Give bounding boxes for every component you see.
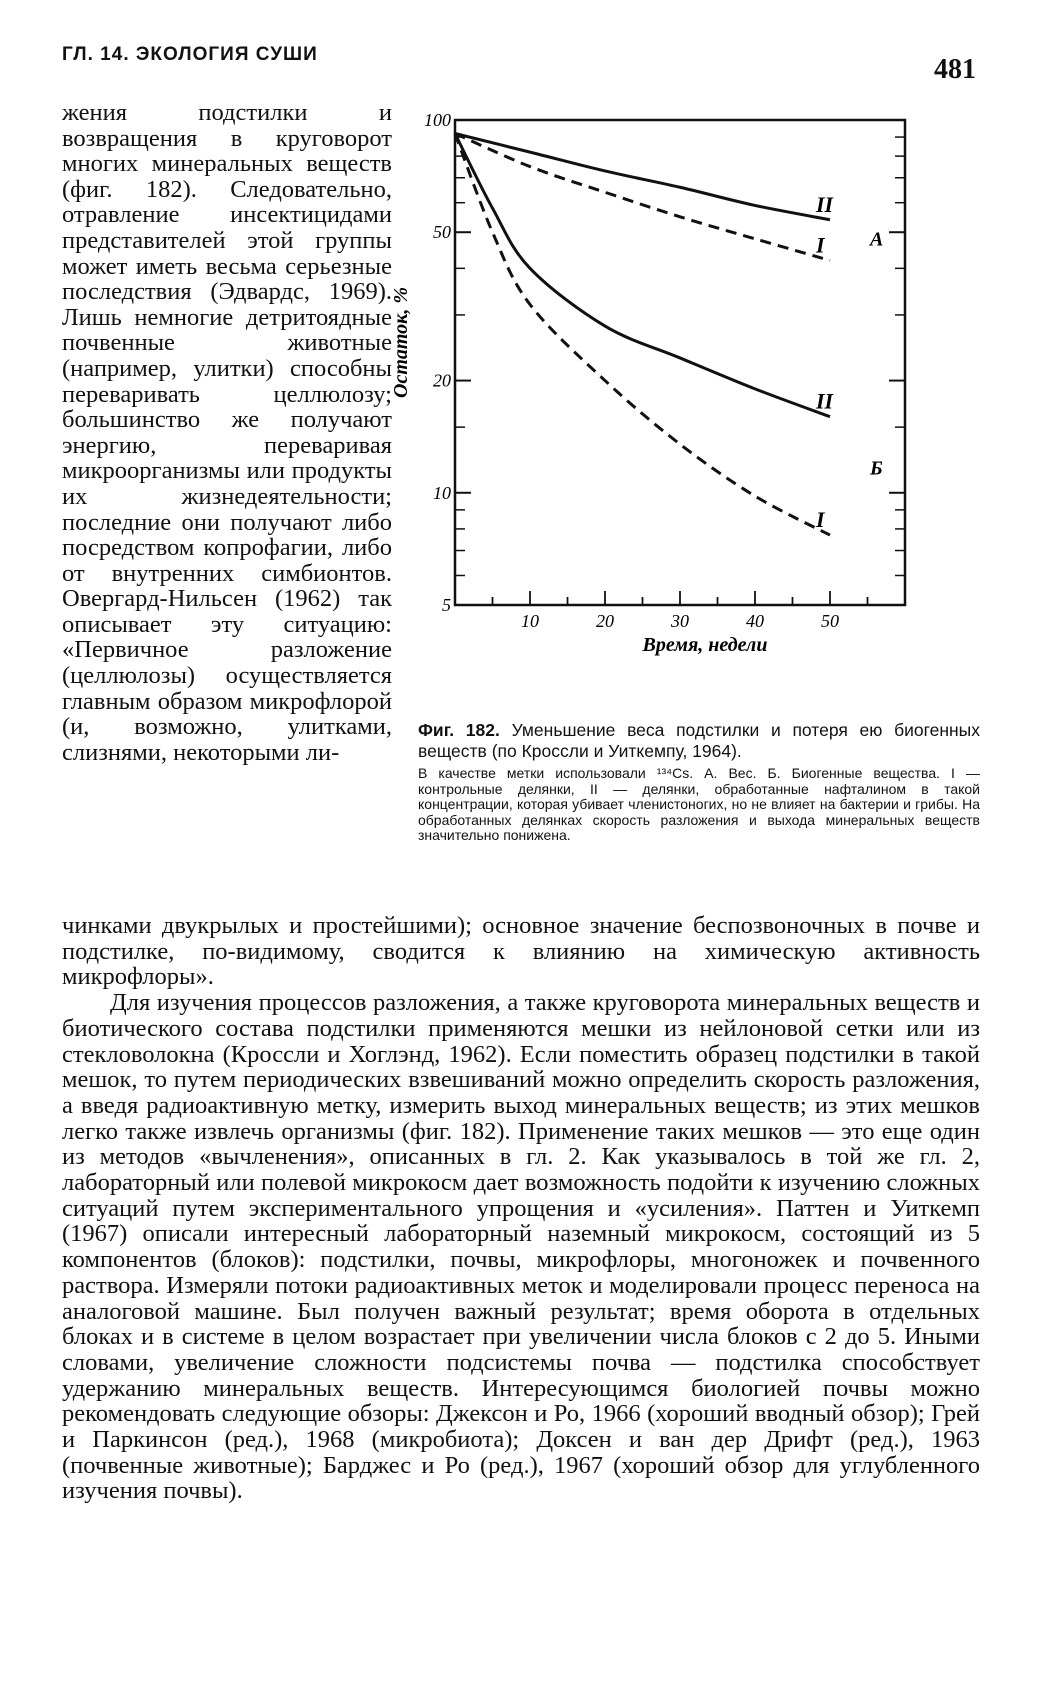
- x-tick-label: 30: [671, 611, 689, 631]
- y-tick-label: 20: [433, 370, 451, 391]
- caption-fig-label: Фиг. 182.: [418, 720, 500, 740]
- series-label: I: [816, 507, 825, 533]
- y-tick-label: 10: [433, 482, 451, 503]
- series-line-Б-I: [455, 133, 830, 535]
- x-tick-label: 20: [596, 611, 614, 631]
- y-tick-label: 5: [442, 595, 451, 615]
- y-tick-label: 50: [433, 222, 451, 243]
- series-label: II: [816, 388, 834, 414]
- caption-note: В качестве метки использовали ¹³⁴Cs. А. Вес. Б. Биогенные вещества. I — контрольные делянки, II — делянки, обработанные нафталином в такой концентрации, которая убивает членистоногих, но не влияет на бактерии и грибы. На обработанных делянках скорость разложения и выхода минеральных веществ значительно понижена.: [418, 765, 980, 844]
- figure-182: [390, 110, 990, 710]
- panel-label-b: Б: [870, 457, 883, 480]
- continuation-paragraph: чинками двукрылых и простейшими); основное значение беспозвоночных в почве и подстилке, по-видимому, сводится к влиянию на химическую активность микрофлоры».: [62, 912, 980, 991]
- running-head: ГЛ. 14. ЭКОЛОГИЯ СУШИ: [62, 44, 318, 65]
- series-label: I: [816, 232, 825, 258]
- series-line-А-II: [455, 133, 830, 219]
- x-axis-title: Время, недели: [642, 634, 768, 656]
- panel-label-a: А: [870, 228, 884, 251]
- x-tick-label: 40: [746, 611, 764, 631]
- x-tick-label: 50: [821, 611, 839, 631]
- y-axis-title: Остаток, %: [390, 287, 412, 398]
- y-tick-label: 100: [424, 110, 451, 130]
- series-label: II: [816, 191, 834, 217]
- plot-frame: [455, 120, 905, 605]
- caption-main-text: Уменьшение веса подстилки и потеря ею биогенных веществ (по Кроссли и Уиткемпу, 1964).: [418, 720, 980, 761]
- caption-main: [418, 720, 980, 762]
- page-number: 481: [934, 54, 976, 85]
- figure-caption: [418, 720, 980, 844]
- decomposition-chart: [390, 110, 990, 710]
- body-text: [62, 913, 980, 1504]
- left-column-text: жения подстилки и возвращения в круговорот многих минеральных веществ (фиг. 182). Следовательно, отравление инсектицидами представителей этой группы может иметь весьма серьезные последствия (Эдвардс, 1969). Лишь немногие детритоядные почвенные животные (например, улитки) способны переваривать целлюлозу; большинство же получают энергию, переваривая микроорганизмы или продукты их жизнедеятельности; последние они получают либо посредством копрофагии, либо от внутренних симбионтов. Овергард-Нильсен (1962) так описывает эту ситуацию: «Первичное разложение (целлюлозы) осуществляется главным образом микрофлорой (и, возможно, улитками, слизнями, некоторыми ли-: [62, 99, 392, 766]
- paragraph-2: Для изучения процессов разложения, а также круговорота минеральных веществ и биотического состава подстилки применяются мешки из нейлоновой сетки или из стекловолокна (Кроссли и Хоглэнд, 1962). Если поместить образец подстилки в такой мешок, то путем периодических взвешиваний можно определить скорость разложения, а введя радиоактивную метку, измерить выход минеральных веществ; из этих мешков легко также извлечь организмы (фиг. 182). Применение таких мешков — это еще один из методов «вычленения», описанных в гл. 2. Как указывалось в той же гл. 2, лабораторный или полевой микрокосм дает возможность подойти к изучению сложных ситуаций путем экспериментального упрощения и «усиления». Паттен и Уиткемп (1967) описали интересный лабораторный наземный микрокосм, состоящий из 5 компонентов (блоков): подстилки, почвы, микрофлоры, многоножек и почвенного раствора. Измеряли потоки радиоактивных меток и моделировали процесс переноса на аналоговой машине. Был получен важный результат; время оборота в отдельных блоках и в системе в целом возрастает при увеличении числа блоков с 2 до 5. Иными словами, увеличение сложности подсистемы почва — подстилка способствует удержанию минеральных веществ. Интересующимся биологией почвы можно рекомендовать следующие обзоры: Джексон и Ро, 1966 (хороший вводный обзор); Грей и Паркинсон (ред.), 1968 (микробиота); Доксен и ван дер Дрифт (ред.), 1963 (почвенные животные); Барджес и Ро (ред.), 1967 (хороший обзор для углубленного изучения почвы).: [62, 989, 980, 1505]
- x-tick-label: 10: [521, 611, 539, 631]
